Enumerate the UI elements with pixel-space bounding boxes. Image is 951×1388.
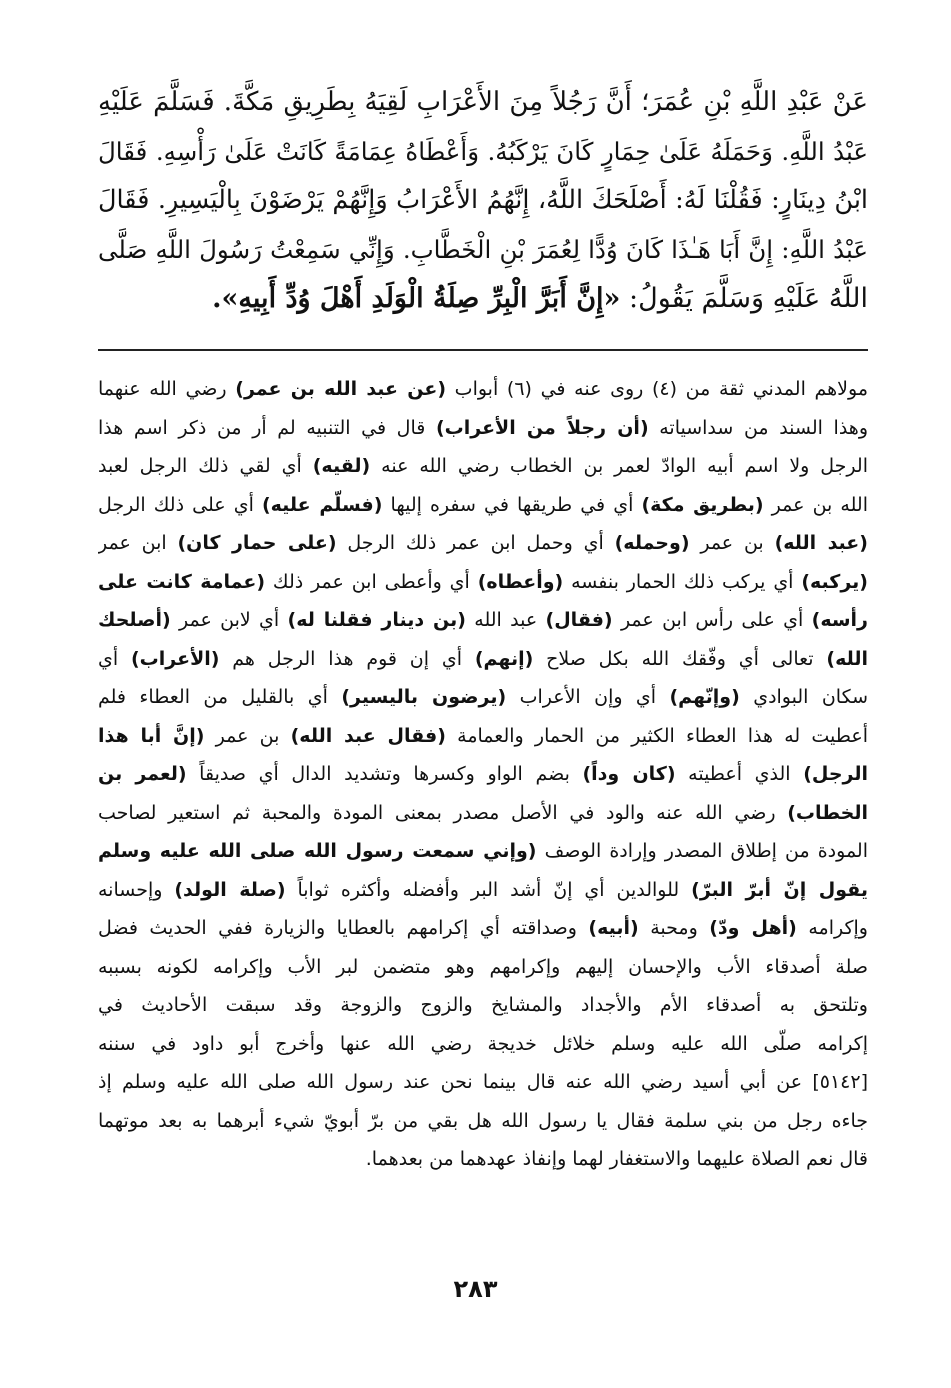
commentary-text-run: وإحسانه	[98, 878, 175, 901]
commentary-text-run: أي وإن الأعراب	[506, 686, 670, 708]
commentary-lemma: يقول إنّ أبرّ البرّ)	[691, 878, 868, 901]
commentary-line	[98, 563, 868, 602]
footnote-divider	[98, 349, 868, 351]
commentary-line	[98, 871, 868, 910]
commentary-text-run: أي إن قوم هذا الرجل هم	[219, 647, 475, 670]
commentary-lemma: (لعمر بن	[98, 763, 187, 785]
commentary-text-run: قال نعم الصلاة عليهما والاستغفار لهما وإنفاذ عهدهما من بعدهما.	[365, 1148, 868, 1170]
commentary-text-run: رضي الله عنهما	[98, 378, 236, 400]
commentary-lemma: رأسه)	[811, 609, 868, 631]
commentary-line	[98, 678, 868, 717]
hadith-line: عَنْ عَبْدِ اللَّهِ بْنِ عُمَرَ؛ أَنَّ رَجُلاً مِنَ الأَعْرَابِ لَقِيَهُ بِطَرِيقِ مَكَّةَ. فَسَلَّمَ عَلَيْهِ	[98, 87, 868, 117]
hadith-prophetic-quote: «إِنَّ أَبَرَّ الْبِرِّ صِلَةُ الْوَلَدِ أَهْلَ وُدِّ أَبِيهِ».	[212, 283, 621, 314]
commentary-lemma: (أصلحك	[98, 609, 171, 631]
commentary-line	[98, 524, 868, 563]
commentary-lemma: (عن عبد الله بن عمر)	[235, 378, 447, 400]
commentary-line	[98, 370, 868, 409]
commentary-text-run: رضي الله عنه والود في الأصل مصدر بمعنى المودة والمحبة ثم استعير لصاحب	[98, 801, 788, 824]
commentary-text-run: أي وحمل ابن عمر ذلك الرجل	[336, 532, 615, 554]
commentary-lemma: (أبيه)	[588, 917, 639, 939]
commentary-line	[98, 909, 868, 948]
commentary-lemma: (بن دينار فقلنا له)	[287, 609, 466, 631]
commentary-line	[98, 948, 868, 987]
commentary-line	[98, 447, 868, 486]
commentary-lemma: (فقال)	[545, 609, 613, 631]
commentary-lemma: (فسلّم عليه)	[261, 493, 383, 516]
commentary-text-run: وإكرامه	[796, 917, 868, 939]
commentary-text-run: أي على ذلك الرجل	[98, 493, 262, 516]
commentary-text-run: تعالى أي وفّقك الله بكل صلاح	[533, 647, 827, 670]
hadith-line: ابْنُ دِينَارٍ: فَقُلْنَا لَهُ: أَصْلَحَكَ اللَّهُ، إِنَّهُمُ الأَعْرَابُ وَإِنَّهُمْ يَرْضَوْنَ بِالْيَسِيرِ. فَقَالَ	[98, 185, 868, 215]
commentary-lemma: (إنَّ أبا هذا	[98, 724, 205, 747]
hadith-line: عَبْدُ اللَّهِ: إِنَّ أَبَا هَـٰذَا كَانَ وُدًّا لِعُمَرَ بْنِ الْخَطَّابِ. وَإِنِّي سَمِعْتُ رَسُولَ اللَّهِ صَلَّى	[98, 235, 868, 264]
commentary-text-run: أي يركب ذلك الحمار بنفسه	[563, 570, 802, 593]
commentary-text-run: بن عمر	[204, 724, 291, 747]
commentary-line	[98, 1063, 868, 1102]
commentary-lemma: (على حمار كان)	[177, 532, 337, 554]
commentary-lemma: (أن رجلاً من الأعراب)	[435, 416, 649, 439]
commentary-lemma: (إنهم)	[474, 647, 534, 670]
commentary-line	[98, 794, 868, 833]
commentary-line	[98, 986, 868, 1025]
commentary-text-run: مولاهم المدني ثقة من (٤) روى عنه في (٦) أبواب	[446, 378, 868, 400]
commentary-lemma: (لقيه)	[312, 455, 371, 477]
commentary-text-run: أي لابن عمر	[170, 609, 288, 631]
commentary-text-run: وهذا السند من سداسياته	[648, 416, 868, 439]
commentary-line	[98, 486, 868, 525]
commentary-lemma: (بطريق مكة)	[641, 493, 764, 516]
commentary-text	[98, 370, 868, 1179]
hadith-line-prefix: اللَّهُ عَلَيْهِ وَسَلَّمَ يَقُولُ:	[620, 283, 868, 314]
commentary-text-run: الرجل ولا اسم أبيه الوادّ لعمر بن الخطاب رضي الله عنه	[370, 455, 868, 477]
commentary-lemma: (كان وداً)	[582, 763, 676, 785]
commentary-text-run: صلة أصدقاء الأب والإحسان إليهم وإكرامهم وهو متضمن لبر الأب وإكرامه لكونه بسببه	[98, 955, 868, 978]
commentary-text-run: أعطيت له هذا العطاء الكثير من الحمار والعمامة	[445, 724, 868, 747]
commentary-text-run: بن عمر	[689, 532, 775, 554]
commentary-text-run: الله بن عمر	[763, 493, 868, 516]
commentary-line	[98, 1102, 868, 1141]
commentary-line	[98, 832, 868, 871]
commentary-text-run: بضم الواو وكسرها وتشديد الدال أي صديقاً	[186, 763, 583, 785]
commentary-lemma: (وإني سمعت رسول الله صلى الله عليه وسلم	[98, 840, 537, 862]
commentary-text-run: أي على رأس ابن عمر	[612, 609, 812, 631]
commentary-lemma: (الأعراب)	[130, 647, 220, 670]
commentary-line	[98, 409, 868, 448]
commentary-lemma: (فقال عبد الله)	[290, 724, 446, 747]
commentary-lemma: (أهل ودّ)	[709, 917, 797, 939]
commentary-text-run: أي بالقليل من العطاء فلم	[98, 686, 342, 708]
commentary-line	[98, 640, 868, 679]
commentary-line	[98, 755, 868, 794]
commentary-lemma: (عبد الله)	[774, 532, 868, 554]
hadith-line: عَبْدُ اللَّهِ. وَحَمَلَهُ عَلَىٰ حِمَارٍ كَانَ يَرْكَبُهُ. وَأَعْطَاهُ عِمَامَةً كَانَتْ عَلَىٰ رَأْسِهِ. فَقَالَ	[98, 137, 868, 166]
commentary-lemma: (يركبه)	[801, 570, 868, 593]
commentary-line	[98, 1140, 868, 1179]
commentary-text-run: عبد الله	[465, 609, 546, 631]
commentary-lemma: (وأعطاه)	[477, 570, 564, 593]
commentary-text-run: أي لقي ذلك الرجل لعبد	[98, 455, 313, 477]
commentary-text-run: وتلتحق به أصدقاء الأم والأجداد والمشايخ والزوج والزوجة وقد سبقت الأحاديث في	[98, 994, 868, 1016]
commentary-text-run: للوالدين أي إنّ أشد البر وأفضله وأكثره ثواباً	[285, 878, 692, 901]
commentary-lemma: (وحمله)	[614, 532, 690, 554]
commentary-lemma: (عمامة كانت على	[98, 570, 266, 593]
commentary-text-run: ومحبة	[638, 917, 710, 939]
commentary-line	[98, 601, 868, 640]
commentary-line	[98, 717, 868, 756]
commentary-text-run: الذي أعطيته	[675, 763, 804, 785]
commentary-text-run: أي في طريقها في سفره إليها	[382, 493, 642, 516]
commentary-line	[98, 1025, 868, 1064]
commentary-lemma: الرجل)	[803, 763, 868, 785]
commentary-lemma: (وإنّهم)	[669, 686, 740, 708]
hadith-line	[98, 274, 868, 323]
commentary-text-run: قال في التنبيه لم أر من ذكر اسم هذا	[98, 416, 436, 439]
commentary-text-run: أي	[98, 647, 131, 670]
commentary-lemma: الخطاب)	[787, 801, 868, 824]
commentary-text-run: [٥١٤٢] عن أبي أسيد رضي الله عنه قال بينما نحن عند رسول الله صلى الله عليه وسلم إذ	[98, 1071, 868, 1093]
commentary-text-run: أي وأعطى ابن عمر ذلك	[265, 570, 478, 593]
commentary-text-run: جاءه رجل من بني سلمة فقال يا رسول الله هل بقي من برّ أبويّ شيء أبرهما به بعد موتهما	[98, 1109, 868, 1132]
commentary-lemma: (يرضون باليسير)	[341, 686, 507, 708]
commentary-text-run: سكان البوادي	[739, 686, 868, 708]
commentary-text-run: وصداقته أي إكرامهم بالعطايا والزيارة ففي الحديث فضل	[98, 917, 589, 939]
commentary-text-run: المودة من إطلاق المصدر وإرادة الوصف	[536, 840, 868, 862]
commentary-text-run: إكرامه صلّى الله عليه وسلم خلائل خديجة رضي الله عنها وأخرج أبو داود في سننه	[98, 1032, 868, 1055]
page-number: ٢٨٣	[453, 1275, 498, 1303]
commentary-lemma: الله)	[826, 647, 868, 670]
hadith-main-text	[98, 78, 868, 323]
commentary-text-run: ابن عمر	[98, 532, 178, 554]
commentary-lemma: (صلة الولد)	[174, 878, 286, 901]
